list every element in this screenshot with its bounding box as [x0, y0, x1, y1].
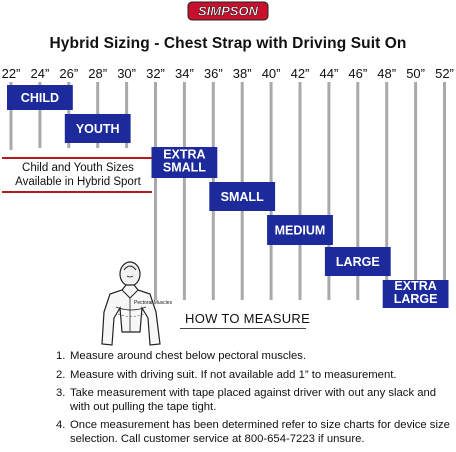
size-box-label: LARGE	[393, 292, 438, 307]
driver-figure-illustration	[100, 252, 180, 352]
size-box	[325, 247, 391, 276]
x-tick-label: 44”	[319, 66, 339, 81]
size-box	[209, 182, 275, 211]
x-tick-label: 46”	[348, 66, 368, 81]
note-line-1: Child and Youth Sizes	[22, 162, 134, 174]
list-item	[56, 387, 452, 414]
size-box-label: CHILD	[20, 91, 60, 105]
x-tick-label: 50”	[406, 66, 425, 81]
step-number: 4.	[56, 419, 66, 432]
size-box	[152, 147, 218, 178]
x-tick-label: 40”	[261, 66, 281, 81]
size-box	[267, 215, 333, 245]
note-line-2: Available in Hybrid Sport	[15, 176, 141, 188]
x-tick-label: 38”	[232, 66, 252, 81]
size-box	[65, 114, 131, 143]
x-tick-label: 22”	[1, 66, 21, 81]
size-box-label: EXTRA	[163, 147, 206, 162]
chart-title: Hybrid Sizing - Chest Strap with Driving Suit On	[49, 35, 407, 52]
x-tick-label: 28”	[88, 66, 108, 81]
logo-text: SIMPSON	[198, 3, 258, 19]
note-rule-bottom	[2, 191, 152, 193]
x-tick-label: 24”	[30, 66, 50, 81]
how-to-measure-rule	[180, 328, 306, 329]
step-text: Measure with driving suit. If not available add 1” to measurement.	[70, 368, 397, 381]
size-box-label: SMALL	[162, 160, 206, 175]
x-tick-label: 42”	[290, 66, 310, 81]
step-number: 1.	[56, 350, 66, 362]
list-item	[56, 419, 452, 446]
measure-steps-list	[56, 350, 452, 452]
x-tick-label: 36”	[203, 66, 223, 81]
step-text: Once measurement has been determined refer to size charts for device size selection. Call customer service at 800-654-7223 if unsure.	[70, 419, 450, 445]
pectoral-muscles-label: Pectoral Muscles	[134, 300, 173, 306]
size-box-label: MEDIUM	[274, 223, 326, 238]
x-tick-label: 48”	[377, 66, 397, 81]
step-text: Take measurement with tape placed against driver with out any slack and with out pulling the tape tight.	[70, 387, 437, 413]
size-box-label: LARGE	[335, 255, 380, 269]
size-box	[7, 85, 73, 110]
note-rule-top	[2, 157, 152, 159]
child-youth-note	[4, 161, 152, 189]
size-box	[383, 279, 449, 308]
size-box-label: EXTRA	[394, 279, 437, 294]
list-item	[56, 369, 452, 383]
x-tick-label: 34”	[175, 66, 194, 81]
step-number: 3.	[56, 387, 66, 400]
x-tick-label: 32”	[146, 66, 165, 81]
step-text: Measure around chest below pectoral muscles.	[70, 350, 307, 362]
list-item	[56, 350, 452, 364]
x-tick-label: 26”	[59, 66, 79, 81]
x-tick-label: 52”	[435, 66, 454, 81]
size-box-label: YOUTH	[75, 122, 120, 136]
x-tick-label: 30”	[117, 66, 136, 81]
how-to-measure-heading: HOW TO MEASURE	[185, 311, 311, 326]
step-number: 2.	[56, 368, 66, 381]
size-box-label: SMALL	[220, 190, 264, 204]
